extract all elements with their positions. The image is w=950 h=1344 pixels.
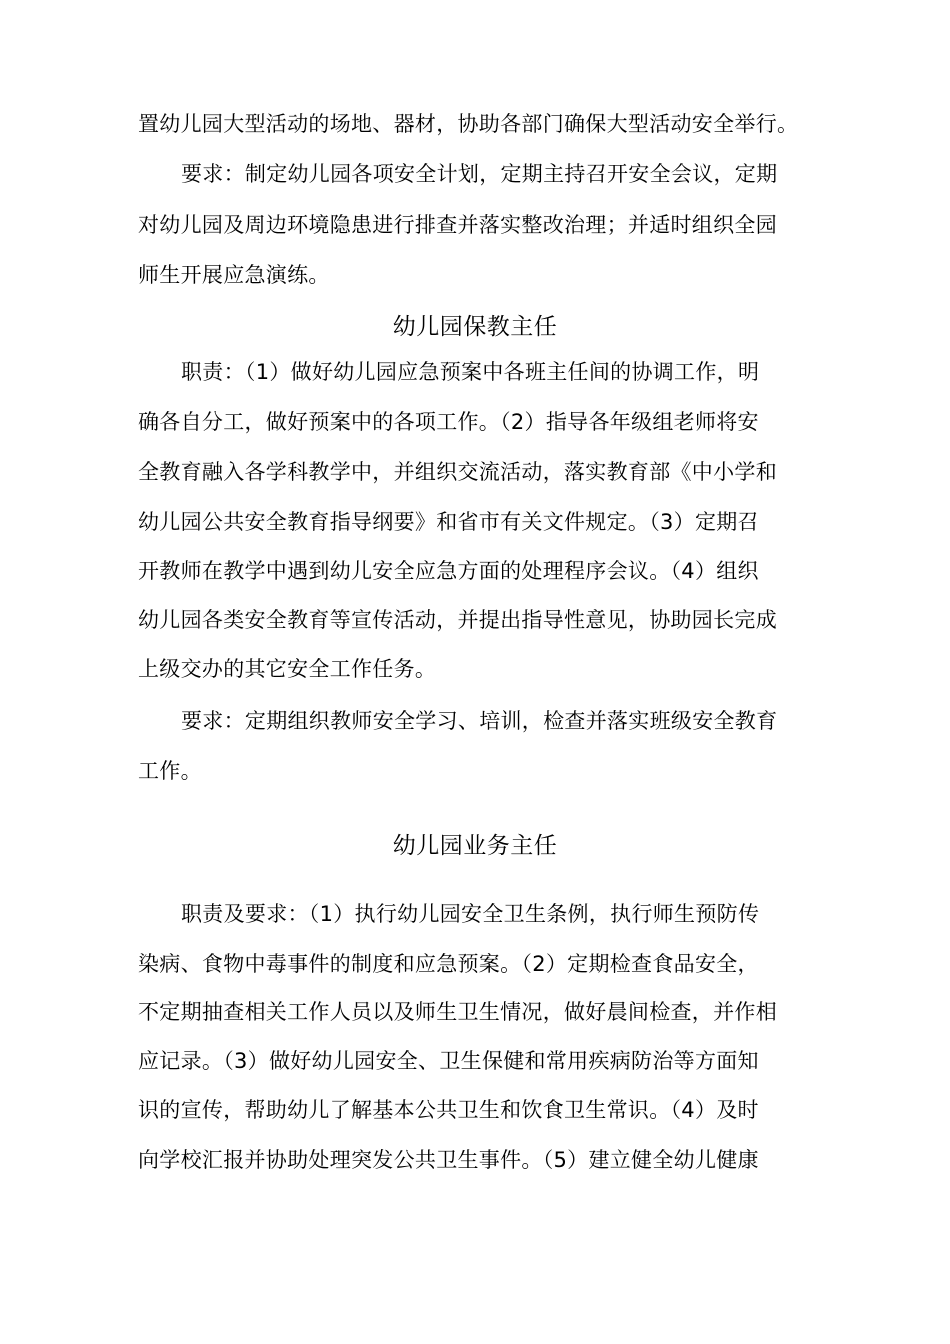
paragraph-line: 要求：制定幼儿园各项安全计划，定期主持召开安全会议，定期 bbox=[181, 162, 778, 186]
paragraph-line: 不定期抽查相关工作人员以及师生卫生情况，做好晨间检查，并作相 bbox=[138, 1000, 777, 1024]
paragraph-line: 置幼儿园大型活动的场地、器材，协助各部门确保大型活动安全举行。 bbox=[138, 112, 799, 136]
paragraph-line: 开教师在教学中遇到幼儿安全应急方面的处理程序会议。（4）组织 bbox=[138, 559, 759, 583]
section-title: 幼儿园保教主任 bbox=[392, 314, 558, 340]
paragraph-line: 全教育融入各学科教学中，并组织交流活动，落实教育部《中小学和 bbox=[138, 460, 777, 484]
paragraph-line: 职责：（1）做好幼儿园应急预案中各班主任间的协调工作，明 bbox=[181, 360, 760, 384]
paragraph-line: 上级交办的其它安全工作任务。 bbox=[138, 657, 437, 681]
paragraph-line: 要求：定期组织教师安全学习、培训，检查并落实班级安全教育 bbox=[181, 709, 778, 733]
section-title: 幼儿园业务主任 bbox=[392, 833, 558, 859]
paragraph-line: 确各自分工，做好预案中的各项工作。（2）指导各年级组老师将安 bbox=[138, 410, 759, 434]
paragraph-line: 向学校汇报并协助处理突发公共卫生事件。（5）建立健全幼儿健康 bbox=[138, 1148, 759, 1172]
paragraph-line: 染病、食物中毒事件的制度和应急预案。（2）定期检查食品安全， bbox=[138, 952, 759, 976]
paragraph-line: 识的宣传，帮助幼儿了解基本公共卫生和饮食卫生常识。（4）及时 bbox=[138, 1098, 759, 1122]
paragraph-line: 幼儿园公共安全教育指导纲要》和省市有关文件规定。（3）定期召 bbox=[138, 510, 759, 534]
paragraph-line: 对幼儿园及周边环境隐患进行排查并落实整改治理；并适时组织全园 bbox=[138, 213, 777, 237]
paragraph-line: 幼儿园各类安全教育等宣传活动，并提出指导性意见，协助园长完成 bbox=[138, 608, 777, 632]
paragraph-line: 师生开展应急演练。 bbox=[138, 263, 330, 287]
paragraph-line: 应记录。（3）做好幼儿园安全、卫生保健和常用疾病防治等方面知 bbox=[138, 1049, 759, 1073]
paragraph-line: 职责及要求：（1）执行幼儿园安全卫生条例，执行师生预防传 bbox=[181, 902, 760, 926]
paragraph-line: 工作。 bbox=[138, 759, 202, 783]
